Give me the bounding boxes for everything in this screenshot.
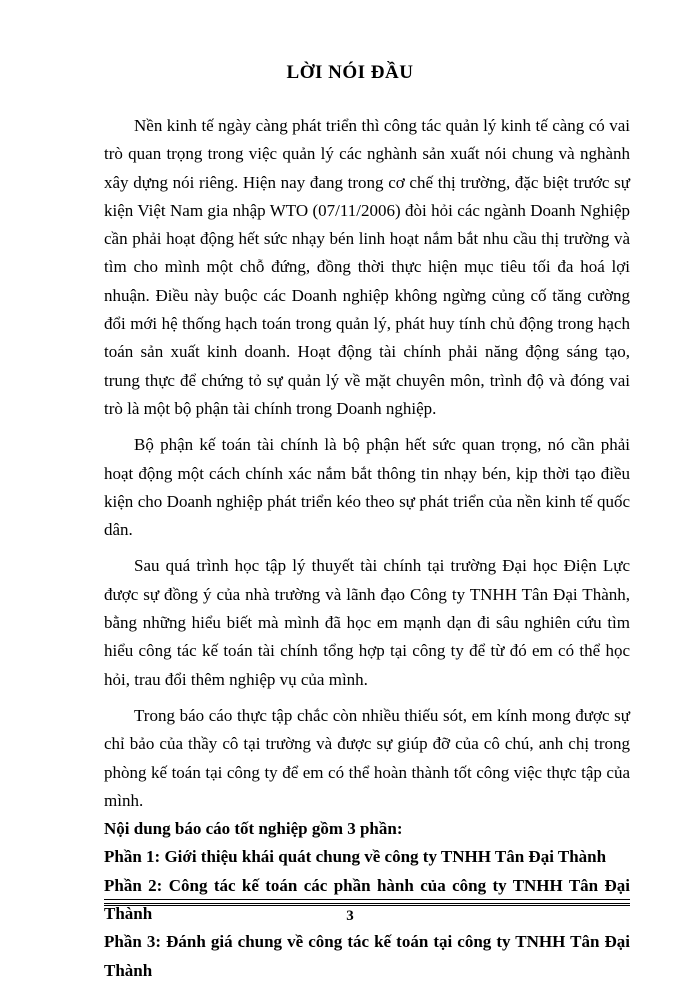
outline-item: Phần 3: Đánh giá chung về công tác kế toán tại công ty TNHH Tân Đại Thành: [104, 932, 630, 980]
paragraph: Sau quá trình học tập lý thuyết tài chính tại trường Đại học Điện Lực được sự đồng ý của nhà trường và lãnh đạo Công ty TNHH Tân Đại Thành, bằng những hiểu biết mà mình đã học em mạnh dạn đi sâu nghiên cứu tìm hiểu công tác kế toán tài chính tổng hợp tại công ty để từ đó em có thể học hỏi, trau đổi thêm nghiệp vụ của mình.: [104, 556, 630, 689]
outline-item: Phần 1: Giới thiệu khái quát chung về công ty TNHH Tân Đại Thành: [104, 847, 607, 867]
paragraph: Bộ phận kế toán tài chính là bộ phận hết sức quan trọng, nó cần phải hoạt động một cách chính xác nắm bắt thông tin nhạy bén, kịp thời tạo điều kiện cho Doanh nghiệp phát triển kéo theo sự phát triển của nền kinh tế quốc dân.: [104, 435, 630, 540]
page-title: LỜI NÓI ĐẦU: [286, 62, 414, 83]
page-number: 3: [346, 908, 354, 924]
footer-divider: [104, 899, 630, 904]
paragraph: Trong báo cáo thực tập chắc còn nhiều thiếu sót, em kính mong được sự chỉ bảo của thầy cô tại trường và được sự giúp đỡ của cô chú, anh chị trong phòng kế toán tại công ty để em có thể hoàn thành tốt công việc thực tập của mình.: [104, 705, 630, 810]
footer-divider-line: [104, 905, 630, 906]
paragraph: Nền kinh tế ngày càng phát triển thì công tác quản lý kinh tế càng có vai trò quan trọng trong việc quản lý các nghành sản xuất nói chung và nghành xây dựng nói riêng. Hiện nay đang trong cơ chế thị trường, đặc biệt trước sự kiện Việt Nam gia nhập WTO (07/11/2006) đòi hỏi các ngành Doanh Nghiệp cần phải hoạt động hết sức nhạy bén linh hoạt nắm bắt nhu cầu thị trường và tìm cho mình một chỗ đứng, đồng thời thực hiện mục tiêu tối đa hoá lợi nhuận. Điều này buộc các Doanh nghiệp không ngừng củng cố tăng cường đổi mới hệ thống hạch toán trong quản lý, phát huy tính chủ động trong hạch toán sản xuất kinh doanh. Hoạt động tài chính phải năng động sáng tạo, trung thực để chứng tỏ sự quản lý về mặt chuyên môn, trình độ và đóng vai trò là một bộ phận tài chính trong Doanh nghiệp.: [104, 116, 630, 418]
outline-heading: Nội dung báo cáo tốt nghiệp gồm 3 phần:: [104, 819, 403, 839]
outline-item: Phần 2: Công tác kế toán các phần hành của công ty TNHH Tân Đại Thành: [104, 875, 630, 924]
document-body: [104, 112, 630, 985]
